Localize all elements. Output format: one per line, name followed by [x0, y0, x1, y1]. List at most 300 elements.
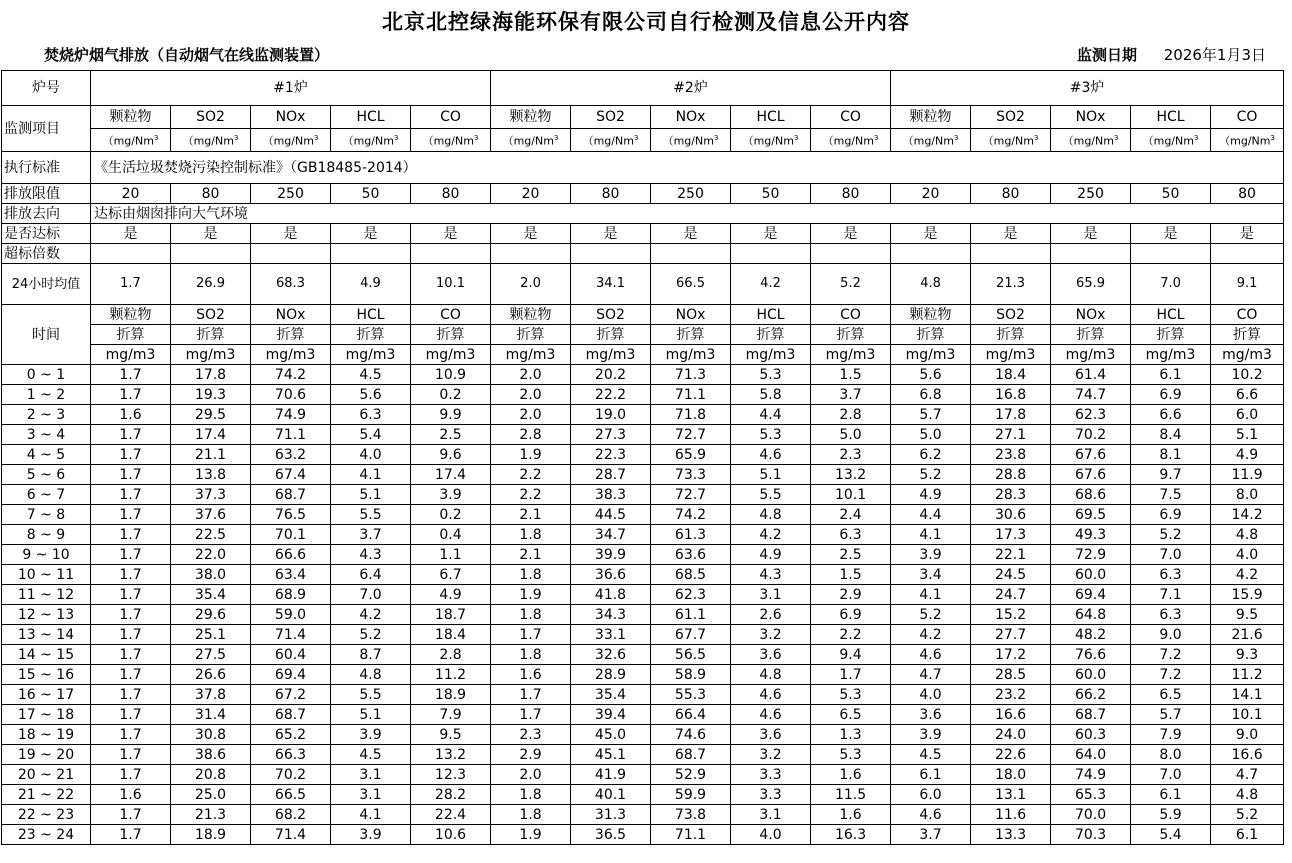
- value-cell: 37.8: [171, 685, 251, 705]
- value-cell: 24.7: [971, 585, 1051, 605]
- value-cell: 10.6: [411, 825, 491, 845]
- time-cell: 14 ~ 15: [2, 645, 91, 665]
- value-cell: 3.9: [891, 725, 971, 745]
- value-cell: 1.7: [91, 585, 171, 605]
- unit-text: （mg/Nm: [902, 134, 954, 148]
- value-cell: 4.5: [331, 745, 411, 765]
- limit-row: [2, 184, 1284, 204]
- value-cell: 5.5: [331, 505, 411, 525]
- value-cell: 9.5: [411, 725, 491, 745]
- calc-label: 折算: [971, 325, 1051, 345]
- direction-label: 排放去向: [2, 204, 91, 224]
- limit-value: 80: [971, 184, 1051, 204]
- value-cell: 13.2: [411, 745, 491, 765]
- time-cell: 13 ~ 14: [2, 625, 91, 645]
- unit-label: mg/m3: [971, 345, 1051, 365]
- value-cell: 4.1: [331, 465, 411, 485]
- value-cell: 6.3: [811, 525, 891, 545]
- value-cell: 6.7: [411, 565, 491, 585]
- value-cell: 8.0: [1131, 745, 1211, 765]
- value-cell: 3.9: [331, 725, 411, 745]
- value-cell: 41.9: [571, 765, 651, 785]
- value-cell: 5.3: [731, 365, 811, 385]
- table-row: [2, 825, 1284, 845]
- value-cell: 16.6: [1211, 745, 1284, 765]
- unit-cell: [331, 129, 411, 152]
- value-cell: 15.2: [971, 605, 1051, 625]
- value-cell: 4.2: [331, 605, 411, 625]
- value-cell: 6.9: [811, 605, 891, 625]
- value-cell: 32.6: [571, 645, 651, 665]
- value-cell: 9.7: [1131, 465, 1211, 485]
- value-cell: 4.9: [411, 585, 491, 605]
- pollutant-header: CO: [811, 106, 891, 129]
- value-cell: 68.2: [251, 805, 331, 825]
- value-cell: 3.7: [331, 525, 411, 545]
- unit-cell: [1211, 129, 1284, 152]
- calc-label: 折算: [171, 325, 251, 345]
- value-cell: 4.0: [1211, 545, 1284, 565]
- exceed-value: [91, 244, 171, 264]
- average-value: 21.3: [971, 264, 1051, 305]
- average-value: 34.1: [571, 264, 651, 305]
- value-cell: 7.1: [1131, 585, 1211, 605]
- calc-label: 折算: [1131, 325, 1211, 345]
- table-row: [2, 765, 1284, 785]
- average-label: 24小时均值: [2, 264, 91, 305]
- value-cell: 9.6: [411, 445, 491, 465]
- value-cell: 2.9: [811, 585, 891, 605]
- value-cell: 1.5: [811, 365, 891, 385]
- value-cell: 33.1: [571, 625, 651, 645]
- unit-label: mg/m3: [1051, 345, 1131, 365]
- value-cell: 1.7: [91, 505, 171, 525]
- calc-label: 折算: [331, 325, 411, 345]
- exceed-value: [331, 244, 411, 264]
- furnace-header-row: [2, 71, 1284, 106]
- value-cell: 59.9: [651, 785, 731, 805]
- value-cell: 18.4: [971, 365, 1051, 385]
- pollutant-header: SO2: [571, 106, 651, 129]
- value-cell: 3.1: [331, 785, 411, 805]
- value-cell: 18.4: [411, 625, 491, 645]
- average-value: 2.0: [491, 264, 571, 305]
- value-cell: 13.1: [971, 785, 1051, 805]
- pollutant-header: 颗粒物: [491, 305, 571, 325]
- value-cell: 1.8: [491, 785, 571, 805]
- value-cell: 11.9: [1211, 465, 1284, 485]
- value-cell: 73.8: [651, 805, 731, 825]
- time-cell: 6 ~ 7: [2, 485, 91, 505]
- exceed-value: [251, 244, 331, 264]
- unit-cell: [251, 129, 331, 152]
- value-cell: 68.6: [1051, 485, 1131, 505]
- value-cell: 7.0: [1131, 765, 1211, 785]
- value-cell: 6.1: [1131, 365, 1211, 385]
- unit-text: （mg/Nm: [662, 134, 714, 148]
- time-label: 时间: [2, 305, 91, 365]
- value-cell: 13.8: [171, 465, 251, 485]
- value-cell: 71.4: [251, 625, 331, 645]
- value-cell: 27.1: [971, 425, 1051, 445]
- unit-superscript: 3: [793, 134, 799, 143]
- table-row: [2, 445, 1284, 465]
- exceed-value: [571, 244, 651, 264]
- value-cell: 4.4: [891, 505, 971, 525]
- value-cell: 4.8: [1211, 785, 1284, 805]
- value-cell: 3.6: [731, 725, 811, 745]
- value-cell: 71.4: [251, 825, 331, 845]
- value-cell: 9.5: [1211, 605, 1284, 625]
- value-cell: 4.2: [1211, 565, 1284, 585]
- value-cell: 2.5: [811, 545, 891, 565]
- value-cell: 4.3: [331, 545, 411, 565]
- value-cell: 4.8: [731, 665, 811, 685]
- value-cell: 3.6: [891, 705, 971, 725]
- table-row: [2, 505, 1284, 525]
- value-cell: 1.7: [91, 665, 171, 685]
- value-cell: 66.5: [251, 785, 331, 805]
- value-cell: 1.7: [91, 645, 171, 665]
- unit-cell: [571, 129, 651, 152]
- value-cell: 7.0: [331, 585, 411, 605]
- value-cell: 64.0: [1051, 745, 1131, 765]
- exceed-label: 超标倍数: [2, 244, 91, 264]
- value-cell: 72.9: [1051, 545, 1131, 565]
- time-cell: 16 ~ 17: [2, 685, 91, 705]
- value-cell: 52.9: [651, 765, 731, 785]
- value-cell: 7.2: [1131, 665, 1211, 685]
- average-row: [2, 264, 1284, 305]
- pollutant-header: NOx: [251, 305, 331, 325]
- value-cell: 40.1: [571, 785, 651, 805]
- value-cell: 68.7: [1051, 705, 1131, 725]
- value-cell: 49.3: [1051, 525, 1131, 545]
- value-cell: 35.4: [571, 685, 651, 705]
- value-cell: 1.7: [91, 485, 171, 505]
- value-cell: 17.8: [171, 365, 251, 385]
- table-row: [2, 705, 1284, 725]
- value-cell: 31.4: [171, 705, 251, 725]
- value-cell: 2.0: [491, 405, 571, 425]
- value-cell: 2.2: [491, 485, 571, 505]
- unit-text: （mg/Nm: [1219, 134, 1271, 148]
- table-row: [2, 525, 1284, 545]
- value-cell: 4.2: [731, 525, 811, 545]
- unit-label: mg/m3: [571, 345, 651, 365]
- table-row: [2, 645, 1284, 665]
- time-header-row-1: [2, 305, 1284, 325]
- average-value: 5.2: [811, 264, 891, 305]
- unit-text: （mg/Nm: [742, 134, 794, 148]
- value-cell: 4.7: [1211, 765, 1284, 785]
- unit-superscript: 3: [1033, 134, 1039, 143]
- value-cell: 16.3: [811, 825, 891, 845]
- limit-value: 80: [411, 184, 491, 204]
- value-cell: 29.6: [171, 605, 251, 625]
- table-row: [2, 625, 1284, 645]
- value-cell: 74.9: [251, 405, 331, 425]
- value-cell: 21.6: [1211, 625, 1284, 645]
- calc-label: 折算: [891, 325, 971, 345]
- value-cell: 29.5: [171, 405, 251, 425]
- value-cell: 35.4: [171, 585, 251, 605]
- value-cell: 2.5: [411, 425, 491, 445]
- value-cell: 2.3: [811, 445, 891, 465]
- value-cell: 2.1: [491, 545, 571, 565]
- average-value: 65.9: [1051, 264, 1131, 305]
- compliant-value: 是: [331, 224, 411, 244]
- value-cell: 6.9: [1131, 505, 1211, 525]
- limit-value: 20: [91, 184, 171, 204]
- pollutant-header: CO: [1211, 305, 1284, 325]
- unit-superscript: 3: [153, 134, 159, 143]
- exceed-value: [1131, 244, 1211, 264]
- value-cell: 66.3: [251, 745, 331, 765]
- table-row: [2, 485, 1284, 505]
- value-cell: 45.0: [571, 725, 651, 745]
- time-cell: 15 ~ 16: [2, 665, 91, 685]
- value-cell: 27.7: [971, 625, 1051, 645]
- value-cell: 22.4: [411, 805, 491, 825]
- value-cell: 11.2: [411, 665, 491, 685]
- value-cell: 73.3: [651, 465, 731, 485]
- unit-superscript: 3: [393, 134, 399, 143]
- value-cell: 36.5: [571, 825, 651, 845]
- value-cell: 38.0: [171, 565, 251, 585]
- value-cell: 11.5: [811, 785, 891, 805]
- value-cell: 4.1: [891, 585, 971, 605]
- value-cell: 41.8: [571, 585, 651, 605]
- value-cell: 1.7: [91, 545, 171, 565]
- value-cell: 58.9: [651, 665, 731, 685]
- value-cell: 3.3: [731, 785, 811, 805]
- unit-text: （mg/Nm: [582, 134, 634, 148]
- value-cell: 9.9: [411, 405, 491, 425]
- value-cell: 5.5: [731, 485, 811, 505]
- value-cell: 74.7: [1051, 385, 1131, 405]
- value-cell: 66.6: [251, 545, 331, 565]
- value-cell: 6.3: [331, 405, 411, 425]
- table-row: [2, 585, 1284, 605]
- value-cell: 5.7: [891, 405, 971, 425]
- value-cell: 1.7: [811, 665, 891, 685]
- value-cell: 5.3: [811, 745, 891, 765]
- table-row: [2, 665, 1284, 685]
- value-cell: 24.0: [971, 725, 1051, 745]
- limit-value: 80: [1211, 184, 1284, 204]
- compliant-value: 是: [571, 224, 651, 244]
- value-cell: 22.3: [571, 445, 651, 465]
- value-cell: 1.7: [491, 705, 571, 725]
- value-cell: 38.3: [571, 485, 651, 505]
- value-cell: 17.3: [971, 525, 1051, 545]
- exceed-value: [411, 244, 491, 264]
- table-row: [2, 685, 1284, 705]
- pollutant-header: SO2: [971, 106, 1051, 129]
- unit-text: （mg/Nm: [1142, 134, 1194, 148]
- value-cell: 34.7: [571, 525, 651, 545]
- pollutant-header: 颗粒物: [891, 106, 971, 129]
- limit-value: 250: [1051, 184, 1131, 204]
- value-cell: 4.6: [731, 705, 811, 725]
- unit-text: （mg/Nm: [982, 134, 1034, 148]
- unit-label: mg/m3: [731, 345, 811, 365]
- unit-superscript: 3: [1270, 134, 1275, 143]
- value-cell: 70.0: [1051, 805, 1131, 825]
- unit-cell: [171, 129, 251, 152]
- unit-cell: [891, 129, 971, 152]
- value-cell: 1.9: [491, 825, 571, 845]
- calc-label: 折算: [251, 325, 331, 345]
- value-cell: 1.8: [491, 525, 571, 545]
- value-cell: 7.9: [1131, 725, 1211, 745]
- value-cell: 22.5: [171, 525, 251, 545]
- value-cell: 3.6: [731, 645, 811, 665]
- pollutant-header: NOx: [251, 106, 331, 129]
- value-cell: 17.4: [171, 425, 251, 445]
- value-cell: 30.8: [171, 725, 251, 745]
- unit-label: mg/m3: [811, 345, 891, 365]
- compliant-value: 是: [971, 224, 1051, 244]
- value-cell: 4.0: [331, 445, 411, 465]
- table-row: [2, 605, 1284, 625]
- value-cell: 8.0: [1211, 485, 1284, 505]
- table-row: [2, 365, 1284, 385]
- time-cell: 3 ~ 4: [2, 425, 91, 445]
- pollutant-header: HCL: [731, 106, 811, 129]
- compliant-value: 是: [251, 224, 331, 244]
- value-cell: 63.4: [251, 565, 331, 585]
- value-cell: 28.5: [971, 665, 1051, 685]
- value-cell: 61.3: [651, 525, 731, 545]
- time-cell: 10 ~ 11: [2, 565, 91, 585]
- value-cell: 71.1: [651, 385, 731, 405]
- compliant-value: 是: [1131, 224, 1211, 244]
- value-cell: 28.9: [571, 665, 651, 685]
- unit-label: mg/m3: [1131, 345, 1211, 365]
- limit-value: 20: [891, 184, 971, 204]
- value-cell: 65.3: [1051, 785, 1131, 805]
- value-cell: 1.7: [91, 765, 171, 785]
- value-cell: 0.2: [411, 385, 491, 405]
- value-cell: 3.2: [731, 745, 811, 765]
- value-cell: 1.3: [811, 725, 891, 745]
- value-cell: 3.7: [891, 825, 971, 845]
- value-cell: 65.9: [651, 445, 731, 465]
- value-cell: 1.8: [491, 805, 571, 825]
- value-cell: 28.8: [971, 465, 1051, 485]
- time-cell: 17 ~ 18: [2, 705, 91, 725]
- exceed-value: [1211, 244, 1284, 264]
- value-cell: 70.1: [251, 525, 331, 545]
- value-cell: 7.2: [1131, 645, 1211, 665]
- unit-cell: [411, 129, 491, 152]
- value-cell: 4.3: [731, 565, 811, 585]
- value-cell: 0.4: [411, 525, 491, 545]
- value-cell: 25.1: [171, 625, 251, 645]
- value-cell: 31.3: [571, 805, 651, 825]
- value-cell: 5.2: [331, 625, 411, 645]
- unit-cell: [91, 129, 171, 152]
- value-cell: 59.0: [251, 605, 331, 625]
- value-cell: 1.7: [91, 385, 171, 405]
- value-cell: 1.7: [91, 625, 171, 645]
- value-cell: 1.7: [491, 625, 571, 645]
- value-cell: 1.7: [91, 565, 171, 585]
- table-subtitle: 焚烧炉烟气排放（自动烟气在线监测装置）: [44, 46, 330, 64]
- value-cell: 6.1: [1211, 825, 1284, 845]
- value-cell: 4.5: [891, 745, 971, 765]
- item-label: 监测项目: [2, 106, 91, 152]
- average-value: 4.2: [731, 264, 811, 305]
- value-cell: 69.4: [251, 665, 331, 685]
- unit-text: （mg/Nm: [262, 134, 314, 148]
- calc-label: 折算: [411, 325, 491, 345]
- time-cell: 21 ~ 22: [2, 785, 91, 805]
- unit-superscript: 3: [1113, 134, 1119, 143]
- value-cell: 48.2: [1051, 625, 1131, 645]
- unit-text: （mg/Nm: [182, 134, 234, 148]
- value-cell: 6.3: [1131, 605, 1211, 625]
- table-row: [2, 405, 1284, 425]
- average-value: 1.7: [91, 264, 171, 305]
- table-row: [2, 425, 1284, 445]
- value-cell: 14.1: [1211, 685, 1284, 705]
- value-cell: 18.7: [411, 605, 491, 625]
- value-cell: 6.2: [891, 445, 971, 465]
- value-cell: 3.1: [731, 585, 811, 605]
- value-cell: 1.7: [91, 825, 171, 845]
- value-cell: 17.8: [971, 405, 1051, 425]
- table-row: [2, 465, 1284, 485]
- average-value: 7.0: [1131, 264, 1211, 305]
- pollutant-header: CO: [411, 106, 491, 129]
- pollutant-header: CO: [1211, 106, 1284, 129]
- value-cell: 60.0: [1051, 665, 1131, 685]
- value-cell: 36.6: [571, 565, 651, 585]
- unit-label: mg/m3: [331, 345, 411, 365]
- average-value: 10.1: [411, 264, 491, 305]
- compliant-value: 是: [411, 224, 491, 244]
- unit-text: （mg/Nm: [342, 134, 394, 148]
- pollutant-header: NOx: [651, 106, 731, 129]
- value-cell: 7.0: [1131, 545, 1211, 565]
- value-cell: 22.1: [971, 545, 1051, 565]
- value-cell: 5.0: [811, 425, 891, 445]
- value-cell: 6.0: [1211, 405, 1284, 425]
- value-cell: 68.7: [251, 705, 331, 725]
- value-cell: 5.7: [1131, 705, 1211, 725]
- time-cell: 1 ~ 2: [2, 385, 91, 405]
- value-cell: 6.6: [1131, 405, 1211, 425]
- value-cell: 1.7: [91, 805, 171, 825]
- unit-superscript: 3: [873, 134, 879, 143]
- value-cell: 4.8: [331, 665, 411, 685]
- value-cell: 61.4: [1051, 365, 1131, 385]
- value-cell: 2.6: [731, 605, 811, 625]
- compliant-value: 是: [811, 224, 891, 244]
- value-cell: 45.1: [571, 745, 651, 765]
- exceed-value: [731, 244, 811, 264]
- pollutant-header: CO: [411, 305, 491, 325]
- value-cell: 22.6: [971, 745, 1051, 765]
- unit-text: （mg/Nm: [1062, 134, 1114, 148]
- value-cell: 1.7: [91, 705, 171, 725]
- value-cell: 19.3: [171, 385, 251, 405]
- value-cell: 5.6: [891, 365, 971, 385]
- value-cell: 69.5: [1051, 505, 1131, 525]
